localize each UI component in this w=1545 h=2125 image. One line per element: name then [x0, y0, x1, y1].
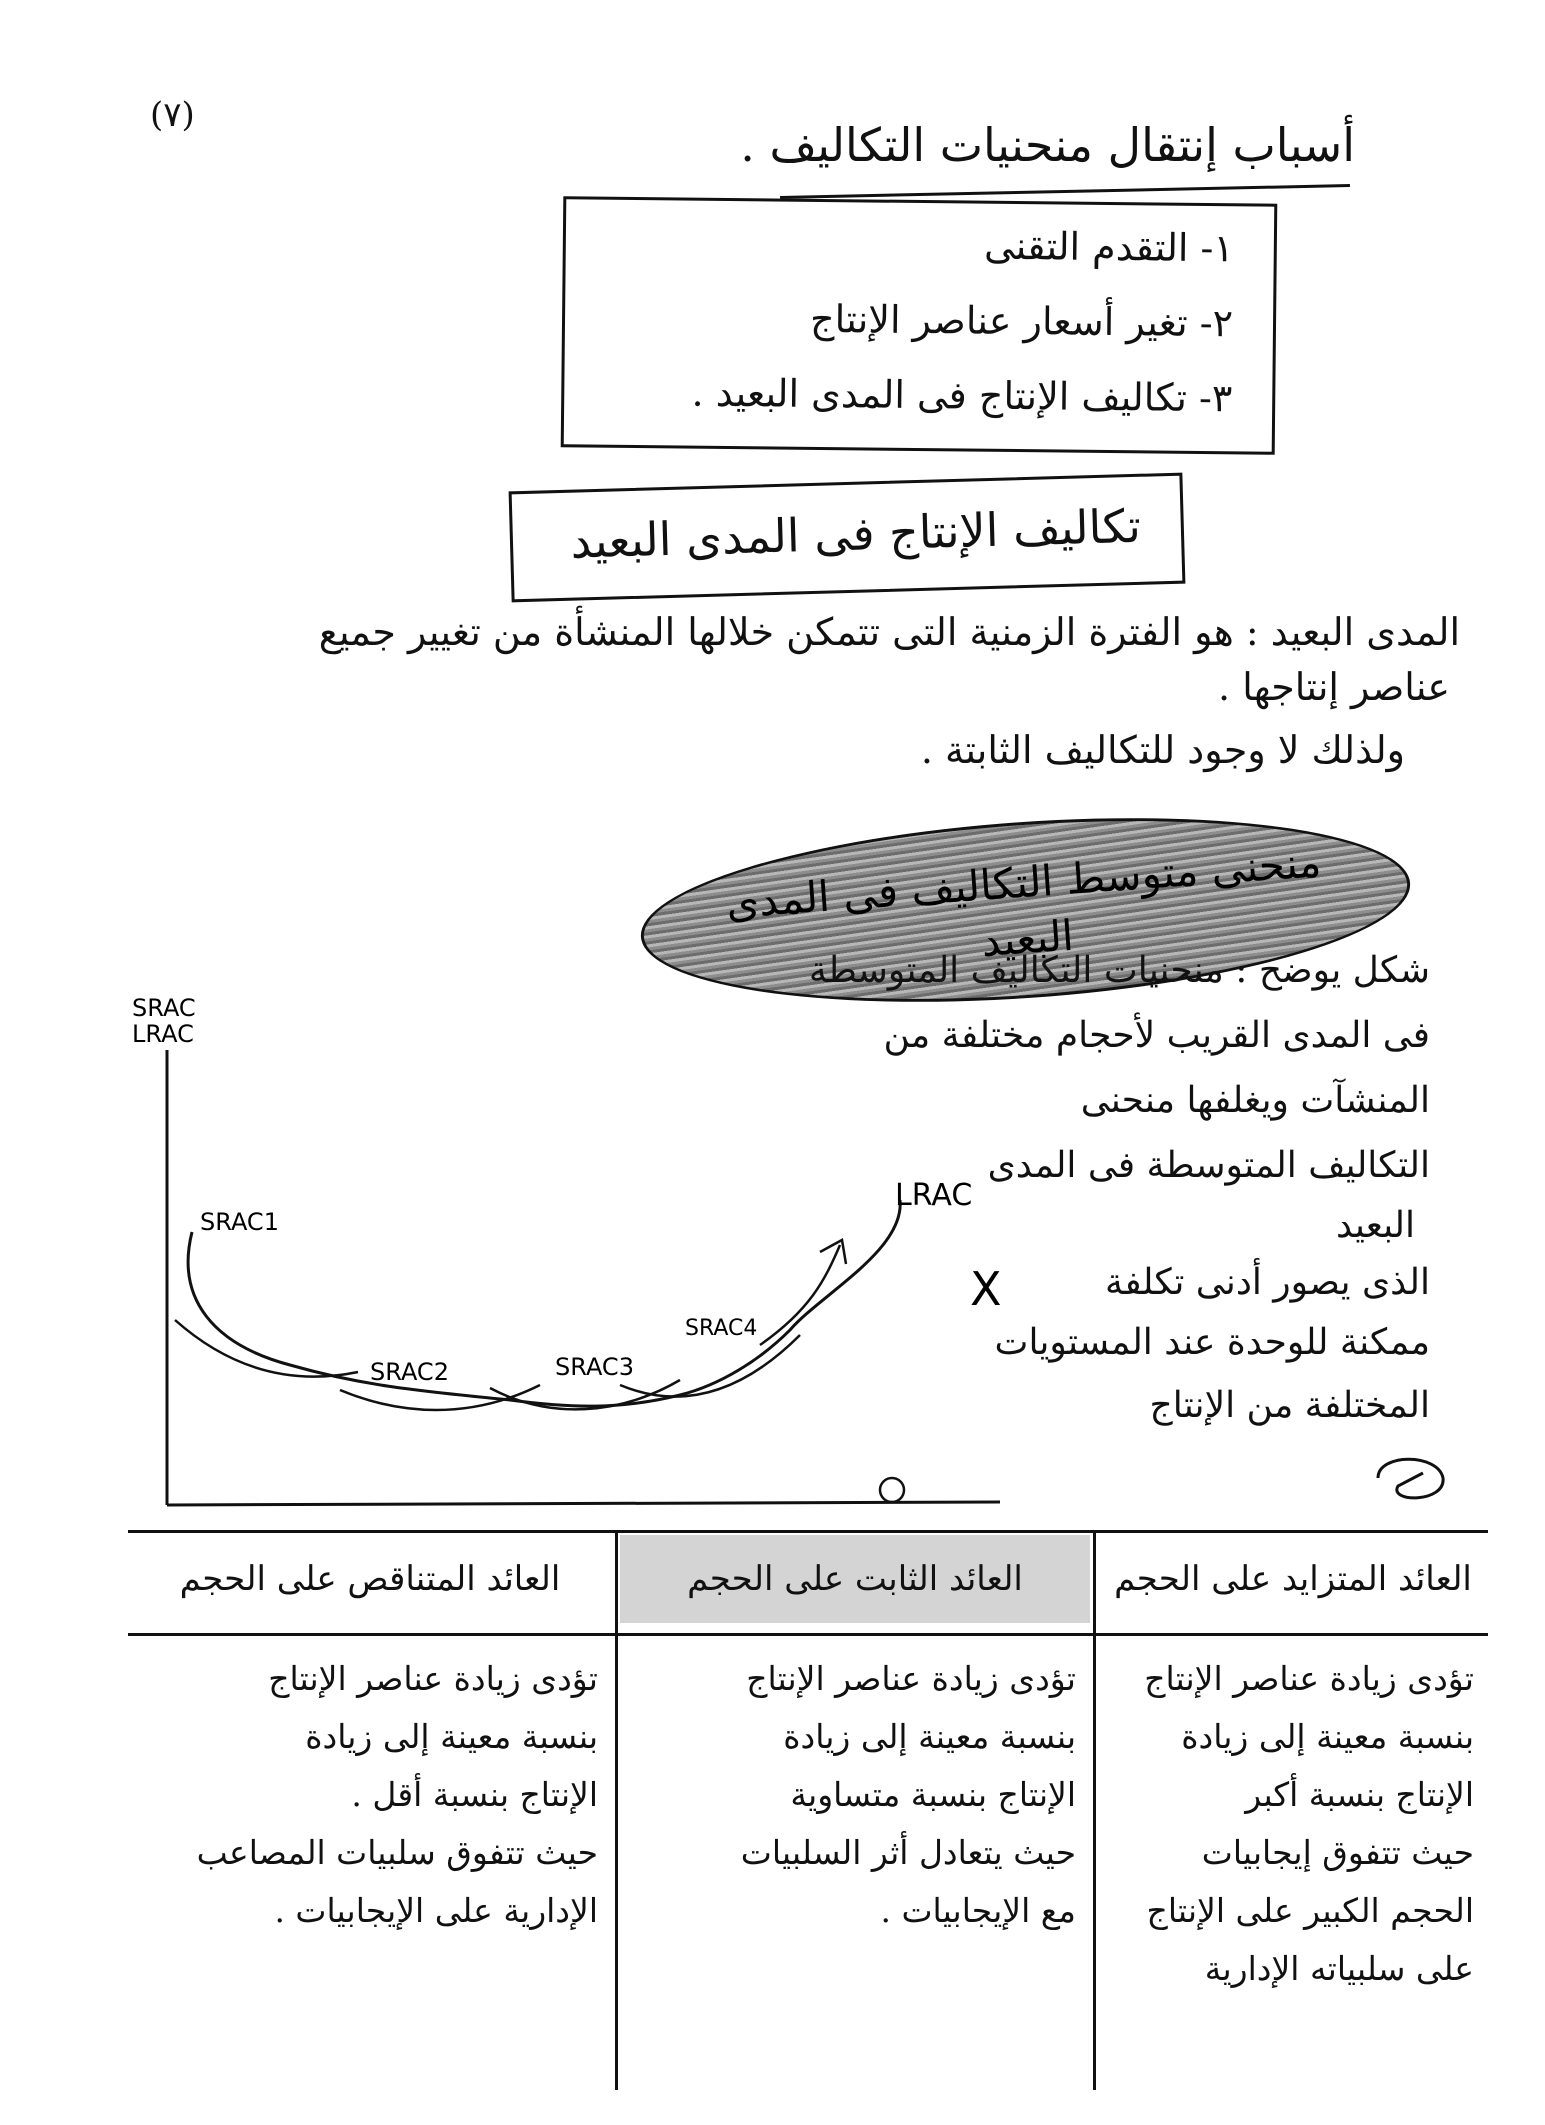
page-number: (٧) [150, 95, 195, 135]
column-header: العائد المتناقص على الحجم [179, 1559, 561, 1599]
column-body [142, 1650, 598, 1940]
column-line: تؤدى زيادة عناصر الإنتاج [746, 1659, 1076, 1698]
heading-underline [780, 184, 1350, 199]
description-line: شكل يوضح : منحنيات التكاليف المتوسطة [808, 950, 1430, 991]
description-line: البعيد [1336, 1205, 1415, 1246]
lrac-label: LRAC [895, 1178, 973, 1213]
column-line: الإنتاج بنسبة أقل . [351, 1775, 598, 1814]
column-line: حيث تتفوق سلبيات المصاعب [196, 1833, 598, 1872]
column-line: بنسبة معينة إلى زيادة [783, 1717, 1076, 1756]
table-column-increasing [1098, 1525, 1488, 2095]
column-line: تؤدى زيادة عناصر الإنتاج [1144, 1659, 1474, 1698]
y-axis-label-lrac: LRAC [132, 1020, 194, 1048]
definition-line: عناصر إنتاجها . [1218, 665, 1450, 709]
cross-mark: X [970, 1262, 1002, 1316]
definition-line: ولذلك لا وجود للتكاليف الثابتة . [920, 728, 1405, 772]
table-column-decreasing [128, 1525, 612, 2095]
srac4-label: SRAC4 [685, 1316, 758, 1341]
reason-item: ١- التقدم التقنى [983, 223, 1235, 271]
column-line: على سلبياته الإدارية [1204, 1949, 1474, 1988]
column-line: الإنتاج بنسبة أكبر [1245, 1775, 1474, 1814]
reason-item: ٣- تكاليف الإنتاج فى المدى البعيد . [691, 370, 1233, 421]
definition-line: المدى البعيد : هو الفترة الزمنية التى تتمكن خلالها المنشأة من تغيير جميع [318, 610, 1460, 654]
column-line: الإنتاج بنسبة متساوية [790, 1775, 1076, 1814]
table-column-constant [620, 1525, 1090, 2095]
srac1-label: SRAC1 [200, 1208, 279, 1236]
column-line: حيث يتعادل أثر السلبيات [740, 1833, 1076, 1872]
reason-item: ٢- تغير أسعار عناصر الإنتاج [809, 296, 1234, 346]
signature-mark [1368, 1448, 1458, 1508]
description-line: المنشآت ويغلفها منحنى [1080, 1080, 1430, 1121]
page-heading: أسباب إنتقال منحنيات التكاليف . [740, 118, 1355, 172]
curve-title: منحنى متوسط التكاليف فى المدى البعيد [724, 837, 1323, 967]
description-line: التكاليف المتوسطة فى المدى [987, 1145, 1430, 1186]
long-run-title-box [509, 473, 1186, 603]
x-axis [167, 1502, 1000, 1505]
srac3-label: SRAC3 [555, 1353, 634, 1381]
column-line: بنسبة معينة إلى زيادة [305, 1717, 598, 1756]
cost-curves-diagram [120, 990, 1020, 1520]
reasons-box [561, 196, 1278, 454]
long-run-title: تكاليف الإنتاج فى المدى البعيد [569, 498, 1142, 569]
column-body [1112, 1650, 1474, 1998]
srac2-label: SRAC2 [370, 1358, 449, 1386]
column-header: العائد الثابت على الحجم [620, 1535, 1090, 1623]
column-line: مع الإيجابيات . [880, 1891, 1076, 1930]
column-line: تؤدى زيادة عناصر الإنتاج [268, 1659, 598, 1698]
srac1-curve [175, 1320, 358, 1377]
table-column-divider [615, 1530, 618, 2090]
description-line: ممكنة للوحدة عند المستويات [994, 1322, 1430, 1363]
y-axis-label-srac: SRAC [132, 994, 196, 1022]
table-column-divider [1093, 1530, 1096, 2090]
column-line: بنسبة معينة إلى زيادة [1181, 1717, 1474, 1756]
description-line: المختلفة من الإنتاج [1149, 1385, 1430, 1426]
returns-to-scale-table [128, 1525, 1488, 2095]
column-line: حيث تتفوق إيجابيات [1201, 1833, 1474, 1872]
column-body [634, 1650, 1076, 1940]
description-line: فى المدى القريب لأحجام مختلفة من [883, 1015, 1430, 1056]
column-line: الإدارية على الإيجابيات . [274, 1891, 598, 1930]
column-line: الحجم الكبير على الإنتاج [1146, 1891, 1474, 1930]
description-line: الذى يصور أدنى تكلفة [1105, 1262, 1430, 1303]
origin-mark [880, 1478, 904, 1502]
column-header: العائد المتزايد على الحجم [1114, 1559, 1472, 1599]
